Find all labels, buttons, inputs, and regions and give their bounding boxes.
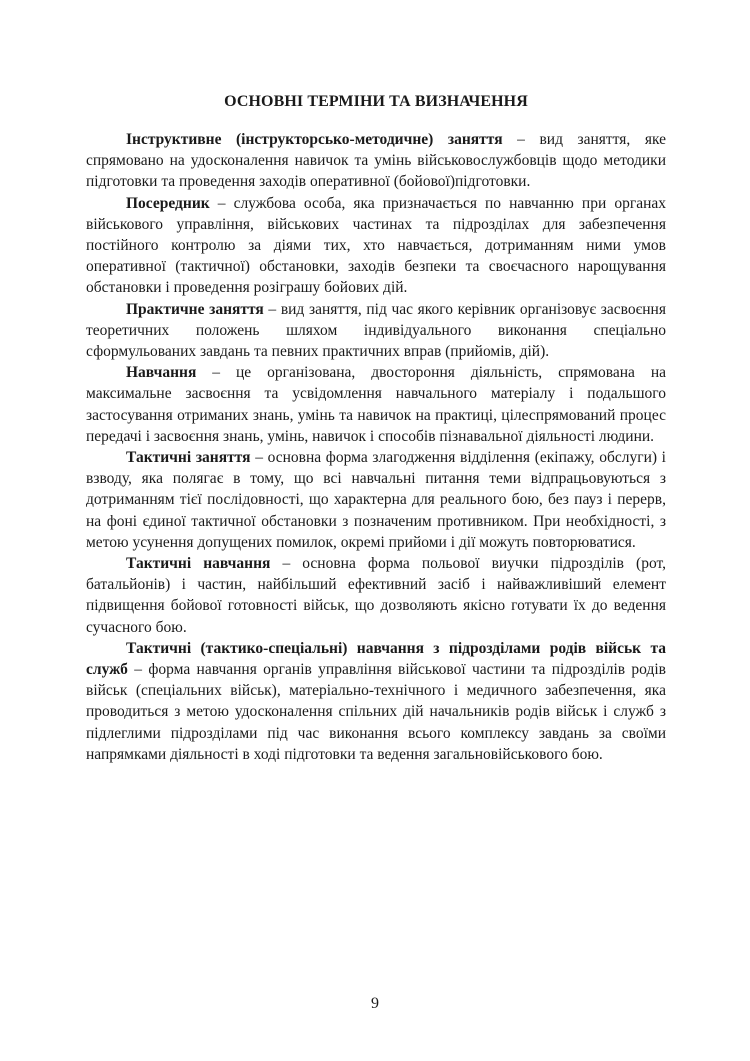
definition-text: – вид заняття, під час якого керівник організовує засвоєння теоретичних положень шляхом індивідуального виконання спеціально сформульованих завдань та певних практичних вправ (прийомів, дій).	[86, 300, 666, 361]
definition-text: – основна форма злагодження відділення (екіпажу, обслуги) і взводу, яка полягає в тому, що всі навчальні питання теми відпрацьовуються з дотриманням тієї послідовності, що характерна для реального бою, без пауз і перерв, на фоні єдиної тактичної обстановки з позначеним противником. При необхідності, з метою усунення допущених помилок, окремі прийоми і дії можуть повторюватися.	[86, 449, 666, 551]
term: Навчання	[126, 364, 197, 382]
definition-entry-practical-lesson	[86, 299, 666, 363]
definition-text: – це організована, двостороння діяльність, спрямована на максимальне засвоєння та усвідомлення навчального матеріалу і подальшого застосування отриманих знань, умінь та навичок на практиці, цілеспрямований процес передачі і засвоєння знань, умінь, навичок і способів пізнавальної діяльності людини.	[86, 364, 666, 445]
definition-entry-mediator	[86, 193, 666, 299]
page-content	[86, 91, 666, 765]
definition-text: – службова особа, яка призначається по навчанню при органах військового управління, військових частинах та підрозділах для забезпечення постійного контролю за діями тих, хто навчається, дотриманням ними умов оперативної (тактичної) обстановки, заходів безпеки та своєчасного нарощування обстановки і проведення розіграшу бойових дій.	[86, 194, 666, 297]
term: Практичне заняття	[126, 300, 264, 318]
definition-text: – вид заняття, яке спрямовано на удосконалення навичок та умінь військовослужбовців щодо методики підготовки та проведення заходів оперативної (бойової)підготовки.	[86, 131, 666, 191]
term: Тактичні заняття	[126, 449, 251, 467]
page-number: 9	[371, 995, 379, 1012]
definition-entry-tactical-exercises	[86, 553, 666, 638]
definition-text: – основна форма польової виучки підрозділів (рот, батальйонів) і частин, найбільший ефективний засіб і найважливіший елемент підвищення бойової готовності військ, що дозволяють якісно готувати їх до ведення сучасного бою.	[86, 555, 666, 636]
definition-text: – форма навчання органів управління військової частини та підрозділів родів військ (спеціальних військ), матеріально-технічного і медичного забезпечення, яка проводиться з метою удосконалення спільних дій начальників родів військ і служб з підлеглими підрозділами під час виконання всього комплексу завдань за своїми напрямками діяльності в ході підготовки та ведення загальновійськового бою.	[86, 661, 666, 763]
term: Інструктивне (інструкторсько-методичне) заняття	[126, 131, 503, 148]
page-title: ОСНОВНІ ТЕРМІНИ ТА ВИЗНАЧЕННЯ	[224, 93, 528, 110]
definition-entry-tactical-lessons	[86, 447, 666, 553]
term: Тактичні навчання	[126, 555, 271, 573]
definition-entry-tactical-special-exercises	[86, 638, 666, 765]
definition-entry-training	[86, 362, 666, 447]
definition-entry-instructive-lesson	[86, 129, 666, 193]
term: Посередник	[126, 194, 210, 212]
term: Тактичні (тактико-спеціальні) навчання з підрозділами родів військ та служб	[86, 639, 666, 679]
